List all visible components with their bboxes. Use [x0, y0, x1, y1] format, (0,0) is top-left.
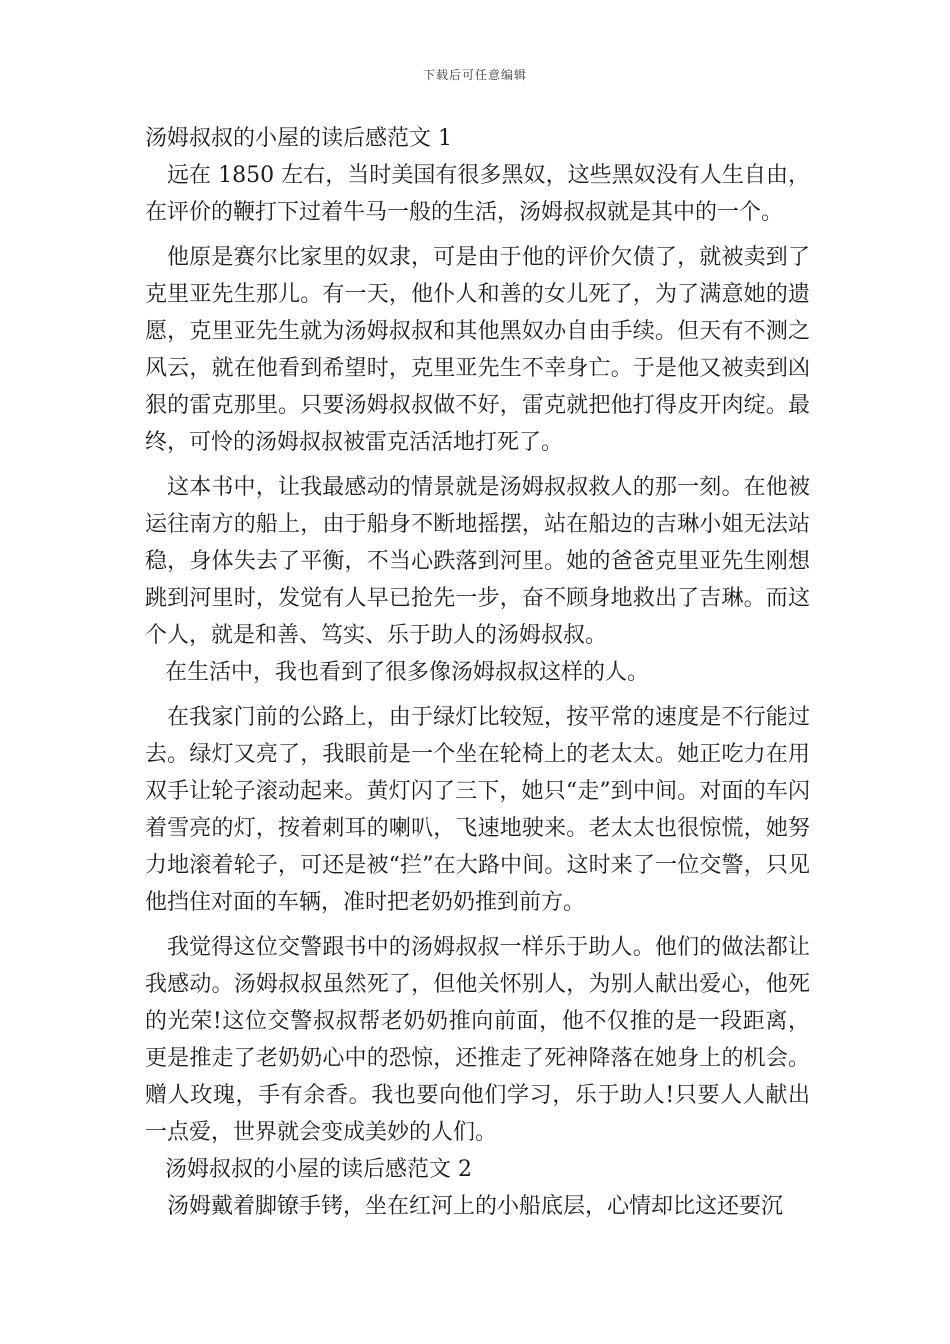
document-body [145, 120, 810, 1225]
paragraph-1: 远在 1850 左右，当时美国有很多黑奴，这些黑奴没有人生自由，在评价的鞭打下过着牛马一般的生活，汤姆叔叔就是其中的一个。 [145, 163, 810, 225]
paragraph-2: 他原是赛尔比家里的奴隶，可是由于他的评价欠债了，就被卖到了克里亚先生那儿。有一天，他仆人和善的女儿死了，为了满意她的遗愿，克里亚先生就为汤姆叔叔和其他黑奴办自由手续。但天有不测之风云，就在他看到希望时，克里亚先生不幸身亡。于是他又被卖到凶狠的雷克那里。只要汤姆叔叔做不好，雷克就把他打得皮开肉绽。最终，可怜的汤姆叔叔被雷克活活地打死了。 [145, 245, 810, 455]
paragraph-4: 在生活中，我也看到了很多像汤姆叔叔这样的人。 [165, 660, 650, 685]
paragraph-7: 汤姆戴着脚镣手铐，坐在红河上的小船底层，心情却比这还要沉 [167, 1194, 784, 1219]
paragraph-5: 在我家门前的公路上，由于绿灯比较短，按平常的速度是不行能过去。绿灯又亮了，我眼前是一个坐在轮椅上的老太太。她正吃力在用双手让轮子滚动起来。黄灯闪了三下，她只“走”到中间。对面的车闪着雪亮的灯，按着刺耳的喇叭，飞速地驶来。老太太也很惊慌，她努力地滚着轮子，可还是被“拦”在大路中间。这时来了一位交警，只见他挡住对面的车辆，准时把老奶奶推到前方。 [145, 705, 810, 915]
paragraph-3: 这本书中，让我最感动的情景就是汤姆叔叔救人的那一刻。在他被运往南方的船上，由于船身不断地摇摆，站在船边的吉琳小姐无法站稳，身体失去了平衡，不当心跌落到河里。她的爸爸克里亚先生刚想跳到河里时，发觉有人早已抢先一步，奋不顾身地救出了吉琳。而这个人，就是和善、笃实、乐于助人的汤姆叔叔。 [145, 475, 810, 648]
page-header-note: 下载后可任意编辑 [422, 68, 527, 82]
paragraph-6: 我觉得这位交警跟书中的汤姆叔叔一样乐于助人。他们的做法都让我感动。汤姆叔叔虽然死了，但他关怀别人，为别人献出爱心，他死的光荣!这位交警叔叔帮老奶奶推向前面，他不仅推的是一段距离，更是推走了老奶奶心中的恐惊，还推走了死神降落在她身上的机会。赠人玫瑰，手有余香。我也要向他们学习，乐于助人!只要人人献出一点爱，世界就会变成美妙的人们。 [145, 935, 810, 1145]
section-title-1: 汤姆叔叔的小屋的读后感范文 1 [145, 126, 452, 151]
section-title-2: 汤姆叔叔的小屋的读后感范文 2 [165, 1157, 472, 1182]
